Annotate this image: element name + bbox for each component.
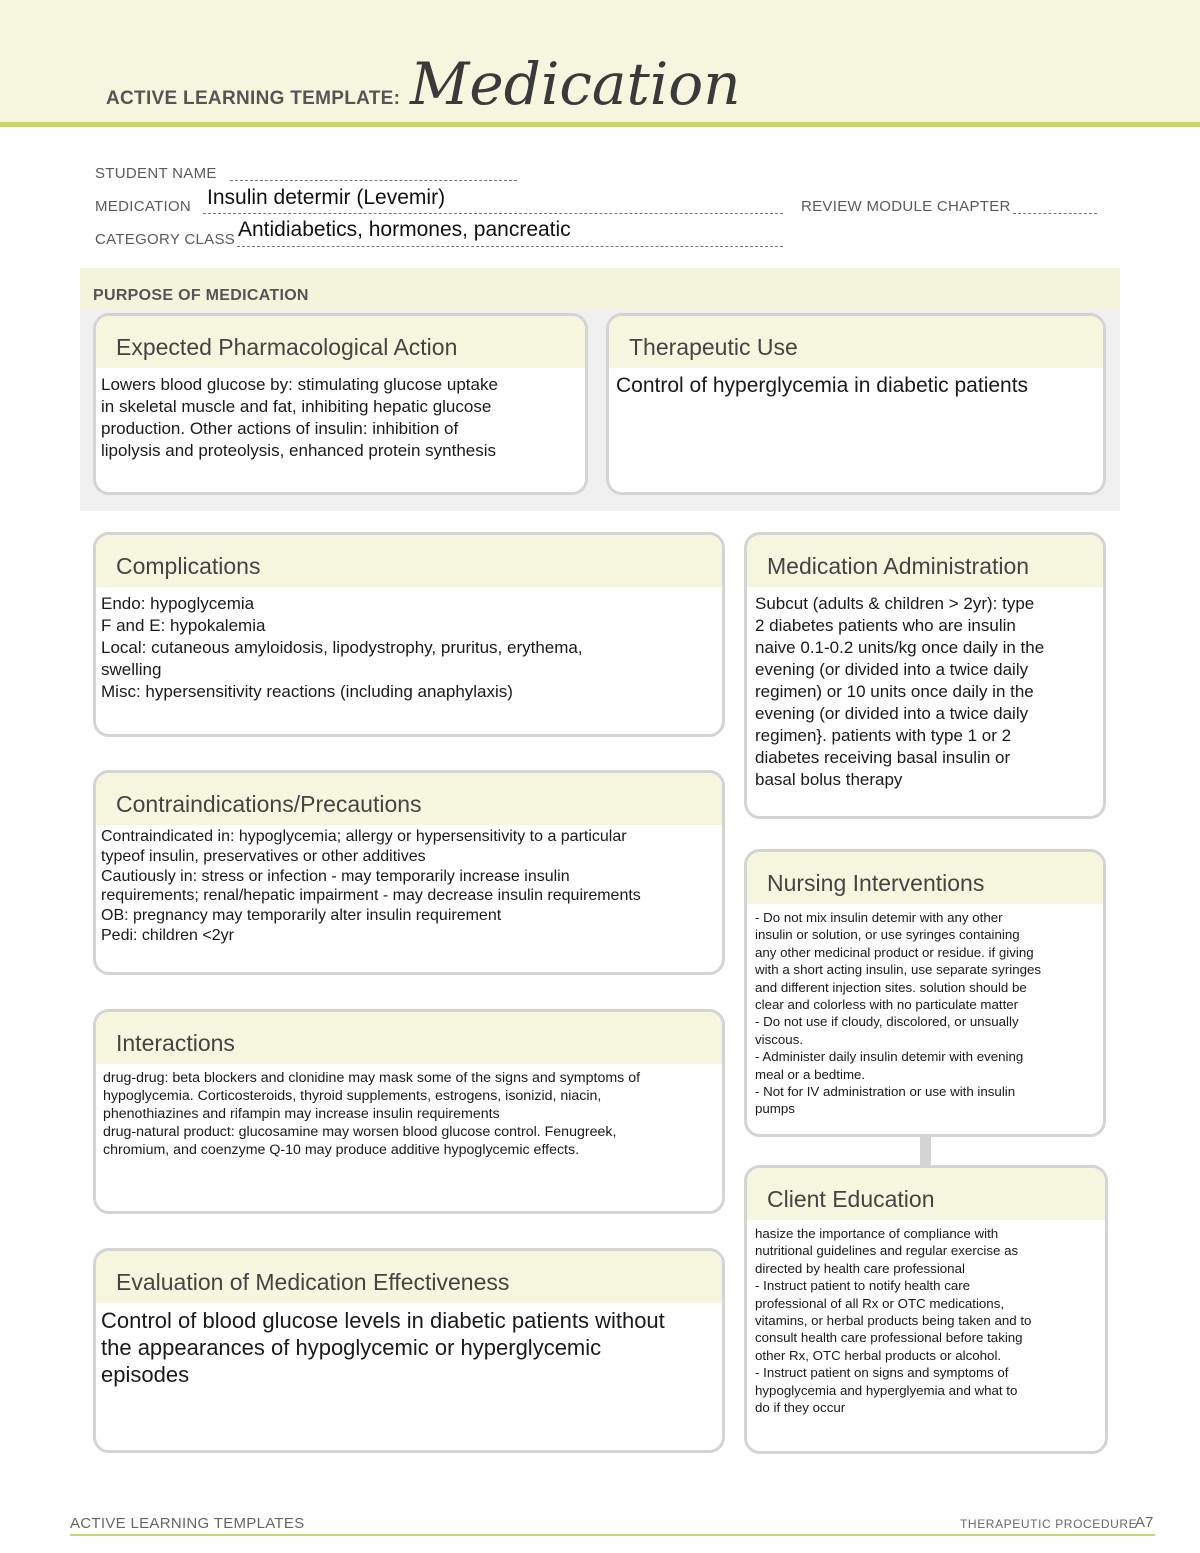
medication-line [203,213,783,214]
text-line: evening (or divided into a twice daily [755,660,1029,679]
client-education-box [744,1165,1108,1454]
text-line: production. Other actions of insulin: inhibition of [101,419,459,438]
review-module-line [1013,213,1097,214]
text-line: hasize the importance of compliance with [755,1226,999,1241]
expected-action-title: Expected Pharmacological Action [96,316,585,368]
text-line: clear and colorless with no particulate matter [755,997,1019,1013]
text-line: Subcut (adults & children > 2yr): type [755,594,1035,613]
text-line: requirements; renal/hepatic impairment - may decrease insulin requirements [101,887,641,905]
text-line: hypoglycemia and hyperglyemia and what to [755,1382,1018,1398]
category-class-label: CATEGORY CLASS [95,231,236,248]
review-module-label: REVIEW MODULE CHAPTER [801,198,1011,215]
text-line: naive 0.1-0.2 units/kg once daily in the [755,638,1045,657]
text-line: Contraindicated in: hypoglycemia; allergy or hypersensitivity to a particular [101,828,627,845]
text-line: insulin or solution, or use syringes containing [755,927,1020,943]
text-line: Local: cutaneous amyloidosis, lipodystrophy, pruritus, erythema, [101,638,583,657]
page-title: Medication [410,50,741,118]
evaluation-box [93,1248,725,1453]
text-line: diabetes receiving basal insulin or [755,748,1011,767]
text-line: viscous. [755,1031,804,1047]
page-number: A7 [1135,1514,1154,1531]
text-line: evening (or divided into a twice daily [755,704,1029,723]
template-label: ACTIVE LEARNING TEMPLATE: [106,88,401,109]
text-line: regimen}. patients with type 1 or 2 [755,726,1012,745]
text-line: OB: pregnancy may temporarily alter insulin requirement [101,907,502,925]
text-line: professional of all Rx or OTC medications, [755,1295,1005,1311]
text-line: Control of blood glucose levels in diabetic patients without [101,1308,665,1333]
text-line: 2 diabetes patients who are insulin [755,616,1016,635]
footer-right: THERAPEUTIC PROCEDURE [960,1517,1138,1531]
administration-box [744,532,1106,819]
text-line: phenothiazines and rifampin may increase insulin requirements [103,1106,500,1122]
therapeutic-use-title: Therapeutic Use [609,316,1103,368]
interactions-title: Interactions [96,1012,722,1064]
text-line: directed by health care professional [755,1260,965,1276]
therapeutic-use-text: Control of hyperglycemia in diabetic patients [616,374,1029,397]
text-line: F and E: hypokalemia [101,616,266,635]
nursing-interventions-title: Nursing Interventions [747,852,1103,904]
category-class-line [237,246,783,247]
text-line: nutritional guidelines and regular exercise as [755,1243,1019,1259]
nursing-interventions-box [744,849,1106,1137]
text-line: pumps [755,1101,795,1117]
contraindications-title: Contraindications/Precautions [96,773,722,825]
text-line: lipolysis and proteolysis, enhanced protein synthesis [101,441,497,460]
text-line: chromium, and coenzyme Q-10 may produce additive hypoglycemic effects. [103,1142,580,1158]
text-line: regimen) or 10 units once daily in the [755,682,1034,701]
box-connector [920,1135,931,1166]
student-name-line [230,180,517,181]
medication-field[interactable]: Insulin determir (Levemir) [207,186,446,209]
text-line: - Instruct patient to notify health care [755,1278,971,1294]
text-line: swelling [101,660,162,679]
expected-action-box [93,313,588,495]
text-line: - Instruct patient on signs and symptoms of [755,1365,1009,1381]
text-line: consult health care professional before taking [755,1330,1023,1346]
text-line: episodes [101,1362,190,1387]
student-name-label: STUDENT NAME [95,165,217,182]
text-line: other Rx, OTC herbal products or alcohol. [755,1347,1002,1363]
text-line: - Do not mix insulin detemir with any other [755,910,1003,925]
text-line: basal bolus therapy [755,770,903,789]
text-line: Pedi: children <2yr [101,926,234,944]
text-line: Misc: hypersensitivity reactions (including anaphylaxis) [101,682,513,701]
text-line: drug-natural product: glucosamine may worsen blood glucose control. Fenugreek, [103,1124,617,1140]
text-line: in skeletal muscle and fat, inhibiting hepatic glucose [101,397,492,416]
therapeutic-use-box [606,313,1106,495]
text-line: - Do not use if cloudy, discolored, or unsually [755,1014,1019,1030]
text-line: the appearances of hypoglycemic or hyperglycemic [101,1335,602,1360]
header-rule [0,122,1200,127]
administration-title: Medication Administration [747,535,1103,587]
text-line: drug-drug: beta blockers and clonidine may mask some of the signs and symptoms of [103,1070,641,1086]
text-line: Lowers blood glucose by: stimulating glucose uptake [101,375,498,394]
text-line: do if they occur [755,1400,846,1416]
text-line: - Administer daily insulin detemir with evening [755,1049,1024,1065]
text-line: Endo: hypoglycemia [101,594,255,613]
purpose-label: PURPOSE OF MEDICATION [93,287,309,304]
complications-title: Complications [96,535,722,587]
text-line: - Not for IV administration or use with insulin [755,1084,1016,1100]
interactions-box [93,1009,725,1214]
text-line: vitamins, or herbal products being taken and to [755,1313,1032,1329]
client-education-title: Client Education [747,1168,1105,1220]
text-line: hypoglycemia. Corticosteroids, thyroid supplements, estrogens, isonizid, niacin, [103,1088,602,1104]
contraindications-box [93,770,725,975]
text-line: any other medicinal product or residue. if giving [755,944,1034,960]
complications-box [93,532,725,737]
footer-rule [70,1534,1155,1536]
evaluation-title: Evaluation of Medication Effectiveness [96,1251,722,1303]
footer-left: ACTIVE LEARNING TEMPLATES [70,1515,305,1532]
medication-label: MEDICATION [95,198,192,215]
text-line: meal or a bedtime. [755,1066,866,1082]
text-line: typeof insulin, preservatives or other additives [101,847,426,865]
text-line: and different injection sites. solution should be [755,979,1027,995]
category-class-field[interactable]: Antidiabetics, hormones, pancreatic [238,218,571,241]
text-line: with a short acting insulin, use separate syringes [755,962,1042,978]
text-line: Cautiously in: stress or infection - may temporarily increase insulin [101,867,570,885]
